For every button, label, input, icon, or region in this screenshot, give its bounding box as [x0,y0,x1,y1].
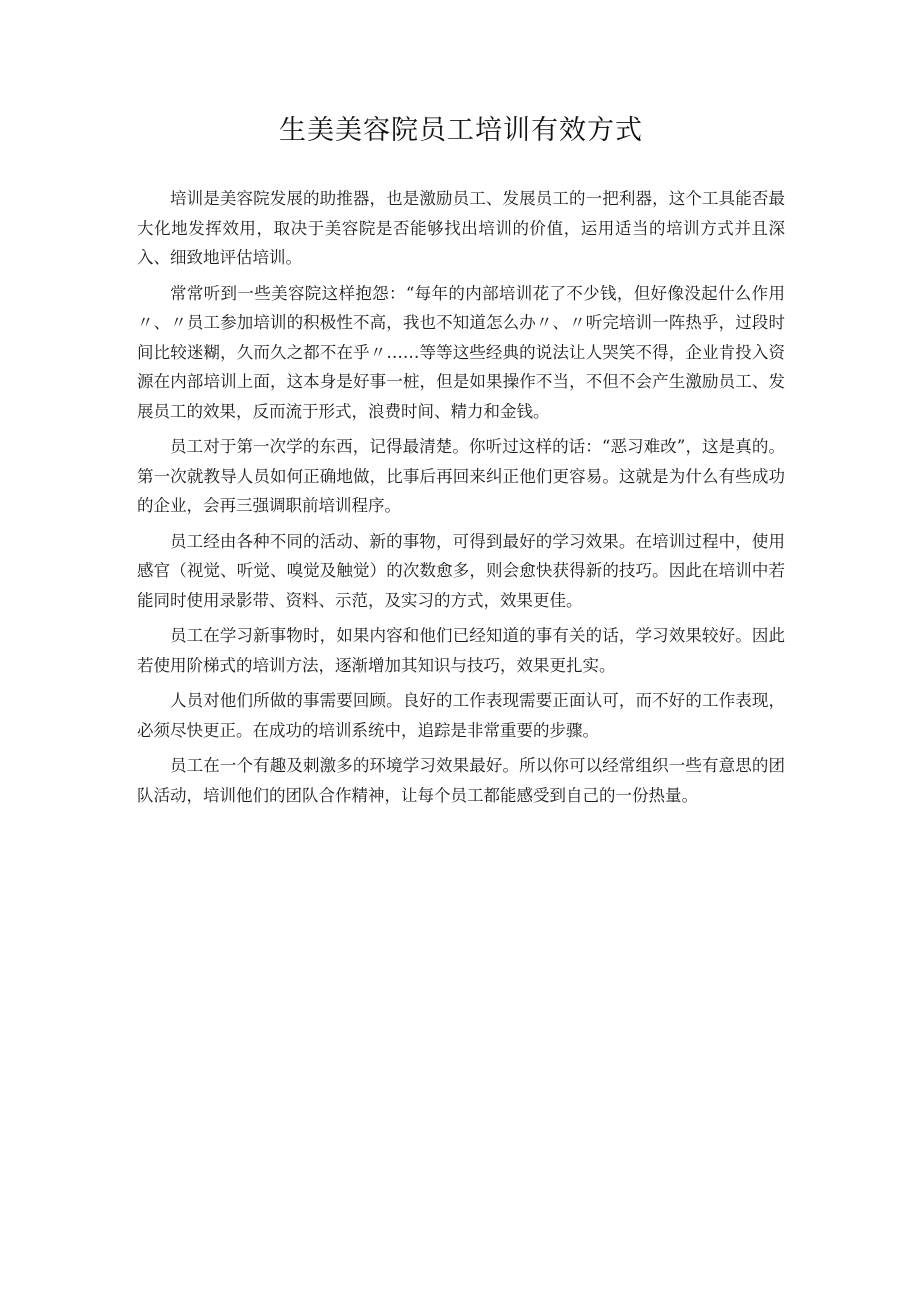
paragraph-6: 人员对他们所做的事需要回顾。良好的工作表现需要正面认可，而不好的工作表现，必须尽快更正。在成功的培训系统中，追踪是非常重要的步骤。 [137,691,785,740]
paragraph-5: 员工在学习新事物时，如果内容和他们已经知道的事有关的话，学习效果较好。因此若使用阶梯式的培训方法，逐渐增加其知识与技巧，效果更扎实。 [137,626,785,675]
paragraph-7: 员工在一个有趣及刺激多的环境学习效果最好。所以你可以经常组织一些有意思的团队活动，培训他们的团队合作精神，让每个员工都能感受到自己的一份热量。 [137,756,785,805]
document-title: 生美美容院员工培训有效方式 [279,115,643,146]
document-body [137,108,785,816]
paragraph-4: 员工经由各种不同的活动、新的事物，可得到最好的学习效果。在培训过程中，使用感官（视觉、听觉、嗅觉及触觉）的次数愈多，则会愈快获得新的技巧。因此在培训中若能同时使用录影带、资料、示范，及实习的方式，效果更佳。 [137,531,785,610]
paragraph-1: 培训是美容院发展的助推器，也是激励员工、发展员工的一把利器，这个工具能否最大化地发挥效用，取决于美容院是否能够找出培训的价值，运用适当的培训方式并且深入、细致地评估培训。 [137,189,785,267]
paragraph-3: 员工对于第一次学的东西，记得最清楚。你听过这样的话：“恶习难改”，这是真的。第一次就教导人员如何正确地做，比事后再回来纠正他们更容易。这就是为什么有些成功的企业，会再三强调职前培训程序。 [137,437,785,515]
paragraph-2: 常常听到一些美容院这样抱怨：“每年的内部培训花了不少钱，但好像没起什么作用〃、〃员工参加培训的积极性不高，我也不知道怎么办〃、〃听完培训一阵热乎，过段时间比较迷糊，久而久之都不在乎〃……等等这些经典的说法让人哭笑不得，企业肯投入资源在内部培训上面，这本身是好事一桩，但是如果操作不当，不但不会产生激励员工、发展员工的效果，反而流于形式，浪费时间、精力和金钱。 [137,283,785,421]
